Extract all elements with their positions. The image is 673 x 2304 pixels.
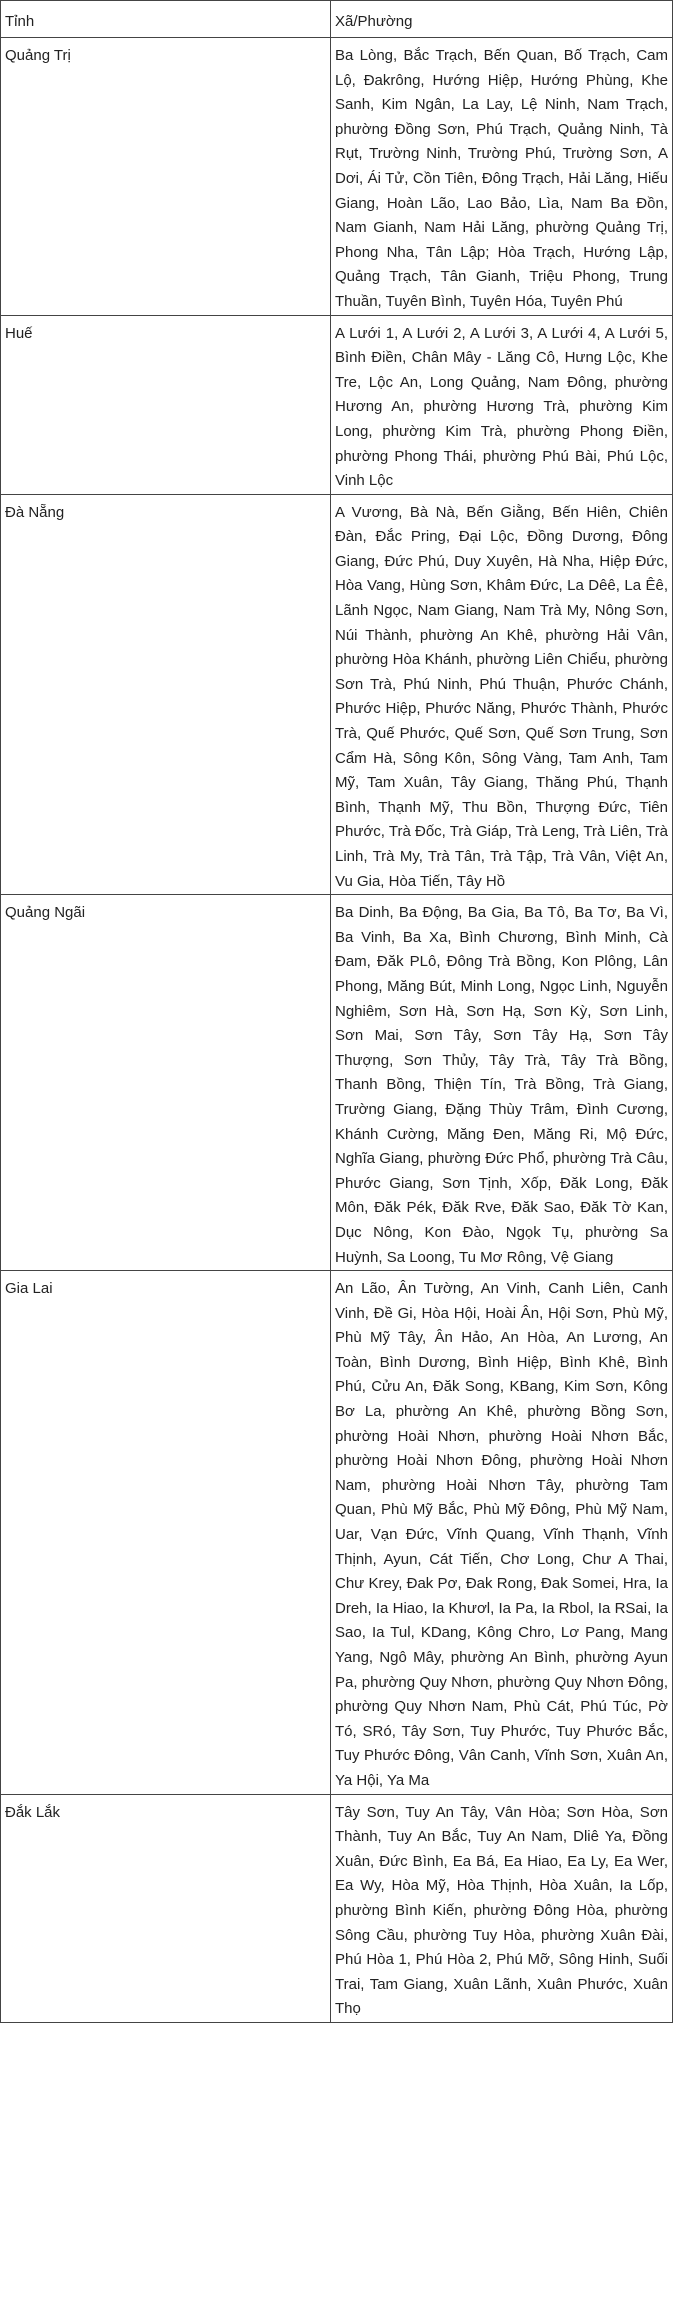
table-row [1,38,673,316]
commune-cell: Tây Sơn, Tuy An Tây, Vân Hòa; Sơn Hòa, Sơn Thành, Tuy An Bắc, Tuy An Nam, Dliê Ya, Đồng Xuân, Đức Bình, Ea Bá, Ea Hiao, Ea Ly, Ea Wer, Ea Wy, Hòa Mỹ, Hòa Thịnh, Hòa Xuân, Ia Lốp, phường Bình Kiến, phường Đông Hòa, phường Sông Cầu, phường Tuy Hòa, phường Xuân Đài, Phú Hòa 1, Phú Hòa 2, Phú Mỡ, Sông Hinh, Suối Trai, Tam Giang, Xuân Lãnh, Xuân Phước, Xuân Thọ [331,1794,673,2022]
province-cell: Huế [1,315,331,494]
table-row [1,895,673,1271]
table-header-row [1,1,673,38]
commune-cell: A Lưới 1, A Lưới 2, A Lưới 3, A Lưới 4, A Lưới 5, Bình Điền, Chân Mây - Lăng Cô, Hưng Lộc, Khe Tre, Lộc An, Long Quảng, Nam Đông, phường Hương An, phường Hương Trà, phường Kim Long, phường Kim Trà, phường Phong Điền, phường Phong Thái, phường Phú Bài, Phú Lộc, Vinh Lộc [331,315,673,494]
commune-cell: Ba Dinh, Ba Động, Ba Gia, Ba Tô, Ba Tơ, Ba Vì, Ba Vinh, Ba Xa, Bình Chương, Bình Minh, Cà Đam, Đăk PLô, Đông Trà Bồng, Kon Plông, Lân Phong, Măng Bút, Minh Long, Ngọc Linh, Nguyễn Nghiêm, Sơn Hà, Sơn Hạ, Sơn Kỳ, Sơn Linh, Sơn Mai, Sơn Tây, Sơn Tây Hạ, Sơn Tây Thượng, Sơn Thủy, Tây Trà, Tây Trà Bồng, Thanh Bồng, Thiện Tín, Trà Bồng, Trà Giang, Trường Giang, Đặng Thùy Trâm, Đình Cương, Khánh Cường, Măng Đen, Măng Ri, Mộ Đức, Nghĩa Giang, phường Đức Phổ, phường Trà Câu, Phước Giang, Sơn Tịnh, Xốp, Đăk Long, Đăk Môn, Đăk Pék, Đăk Rve, Đăk Sao, Đăk Tờ Kan, Dục Nông, Kon Đào, Ngọk Tụ, phường Sa Huỳnh, Sa Loong, Tu Mơ Rông, Vệ Giang [331,895,673,1271]
province-cell: Gia Lai [1,1271,331,1794]
province-cell: Đà Nẵng [1,494,331,895]
commune-cell: Ba Lòng, Bắc Trạch, Bến Quan, Bố Trạch, Cam Lộ, Đakrông, Hướng Hiệp, Hướng Phùng, Khe Sanh, Kim Ngân, La Lay, Lệ Ninh, Nam Trạch, phường Đồng Sơn, Phú Trạch, Quảng Ninh, Tà Rụt, Trường Ninh, Trường Phú, Trường Sơn, A Dơi, Ái Tử, Cồn Tiên, Đông Trạch, Hải Lăng, Hiếu Giang, Hoàn Lão, Lao Bảo, Lìa, Nam Ba Đồn, Nam Gianh, Nam Hải Lăng, phường Quảng Trị, Phong Nha, Tân Lập; Hòa Trạch, Hướng Lập, Quảng Trạch, Tân Gianh, Triệu Phong, Trung Thuần, Tuyên Bình, Tuyên Hóa, Tuyên Phú [331,38,673,316]
header-commune: Xã/Phường [331,1,673,38]
table-row [1,1794,673,2022]
table-row [1,494,673,895]
province-cell: Quảng Ngãi [1,895,331,1271]
table-row [1,315,673,494]
commune-cell: An Lão, Ân Tường, An Vinh, Canh Liên, Canh Vinh, Đề Gi, Hòa Hội, Hoài Ân, Hội Sơn, Phù Mỹ, Phù Mỹ Tây, Ân Hảo, An Hòa, An Lương, An Toàn, Bình Dương, Bình Hiệp, Bình Khê, Bình Phú, Cửu An, Đăk Song, KBang, Kim Sơn, Kông Bơ La, phường An Khê, phường Bồng Sơn, phường Hoài Nhơn, phường Hoài Nhơn Bắc, phường Hoài Nhơn Đông, phường Hoài Nhơn Nam, phường Hoài Nhơn Tây, phường Tam Quan, Phù Mỹ Bắc, Phù Mỹ Đông, Phù Mỹ Nam, Uar, Vạn Đức, Vĩnh Quang, Vĩnh Thạnh, Vĩnh Thịnh, Ayun, Cát Tiến, Chơ Long, Chư A Thai, Chư Krey, Đak Pơ, Đak Rong, Đak Somei, Hra, Ia Dreh, Ia Hiao, Ia Khươl, Ia Pa, Ia Rbol, Ia RSai, Ia Sao, Ia Tul, KDang, Kông Chro, Lơ Pang, Mang Yang, Ngô Mây, phường An Bình, phường Ayun Pa, phường Quy Nhơn, phường Quy Nhơn Đông, phường Quy Nhơn Nam, Phù Cát, Phú Túc, Pờ Tó, SRó, Tây Sơn, Tuy Phước, Tuy Phước Bắc, Tuy Phước Đông, Vân Canh, Vĩnh Sơn, Xuân An, Ya Hội, Ya Ma [331,1271,673,1794]
province-cell: Quảng Trị [1,38,331,316]
header-province: Tỉnh [1,1,331,38]
commune-cell: A Vương, Bà Nà, Bến Giằng, Bến Hiên, Chiên Đàn, Đắc Pring, Đại Lộc, Đồng Dương, Đông Giang, Đức Phú, Duy Xuyên, Hà Nha, Hiệp Đức, Hòa Vang, Hùng Sơn, Khâm Đức, La Dêê, La Êê, Lãnh Ngọc, Nam Giang, Nam Trà My, Nông Sơn, Núi Thành, phường An Khê, phường Hải Vân, phường Hòa Khánh, phường Liên Chiểu, phường Sơn Trà, Phú Ninh, Phú Thuận, Phước Chánh, Phước Hiệp, Phước Năng, Phước Thành, Phước Trà, Quế Phước, Quế Sơn, Quế Sơn Trung, Sơn Cẩm Hà, Sông Kôn, Sông Vàng, Tam Anh, Tam Mỹ, Tam Xuân, Tây Giang, Thăng Phú, Thạnh Bình, Thạnh Mỹ, Thu Bồn, Thượng Đức, Tiên Phước, Trà Đốc, Trà Giáp, Trà Leng, Trà Liên, Trà Linh, Trà My, Trà Tân, Trà Tập, Trà Vân, Việt An, Vu Gia, Hòa Tiến, Tây Hồ [331,494,673,895]
table-row [1,1271,673,1794]
province-cell: Đắk Lắk [1,1794,331,2022]
